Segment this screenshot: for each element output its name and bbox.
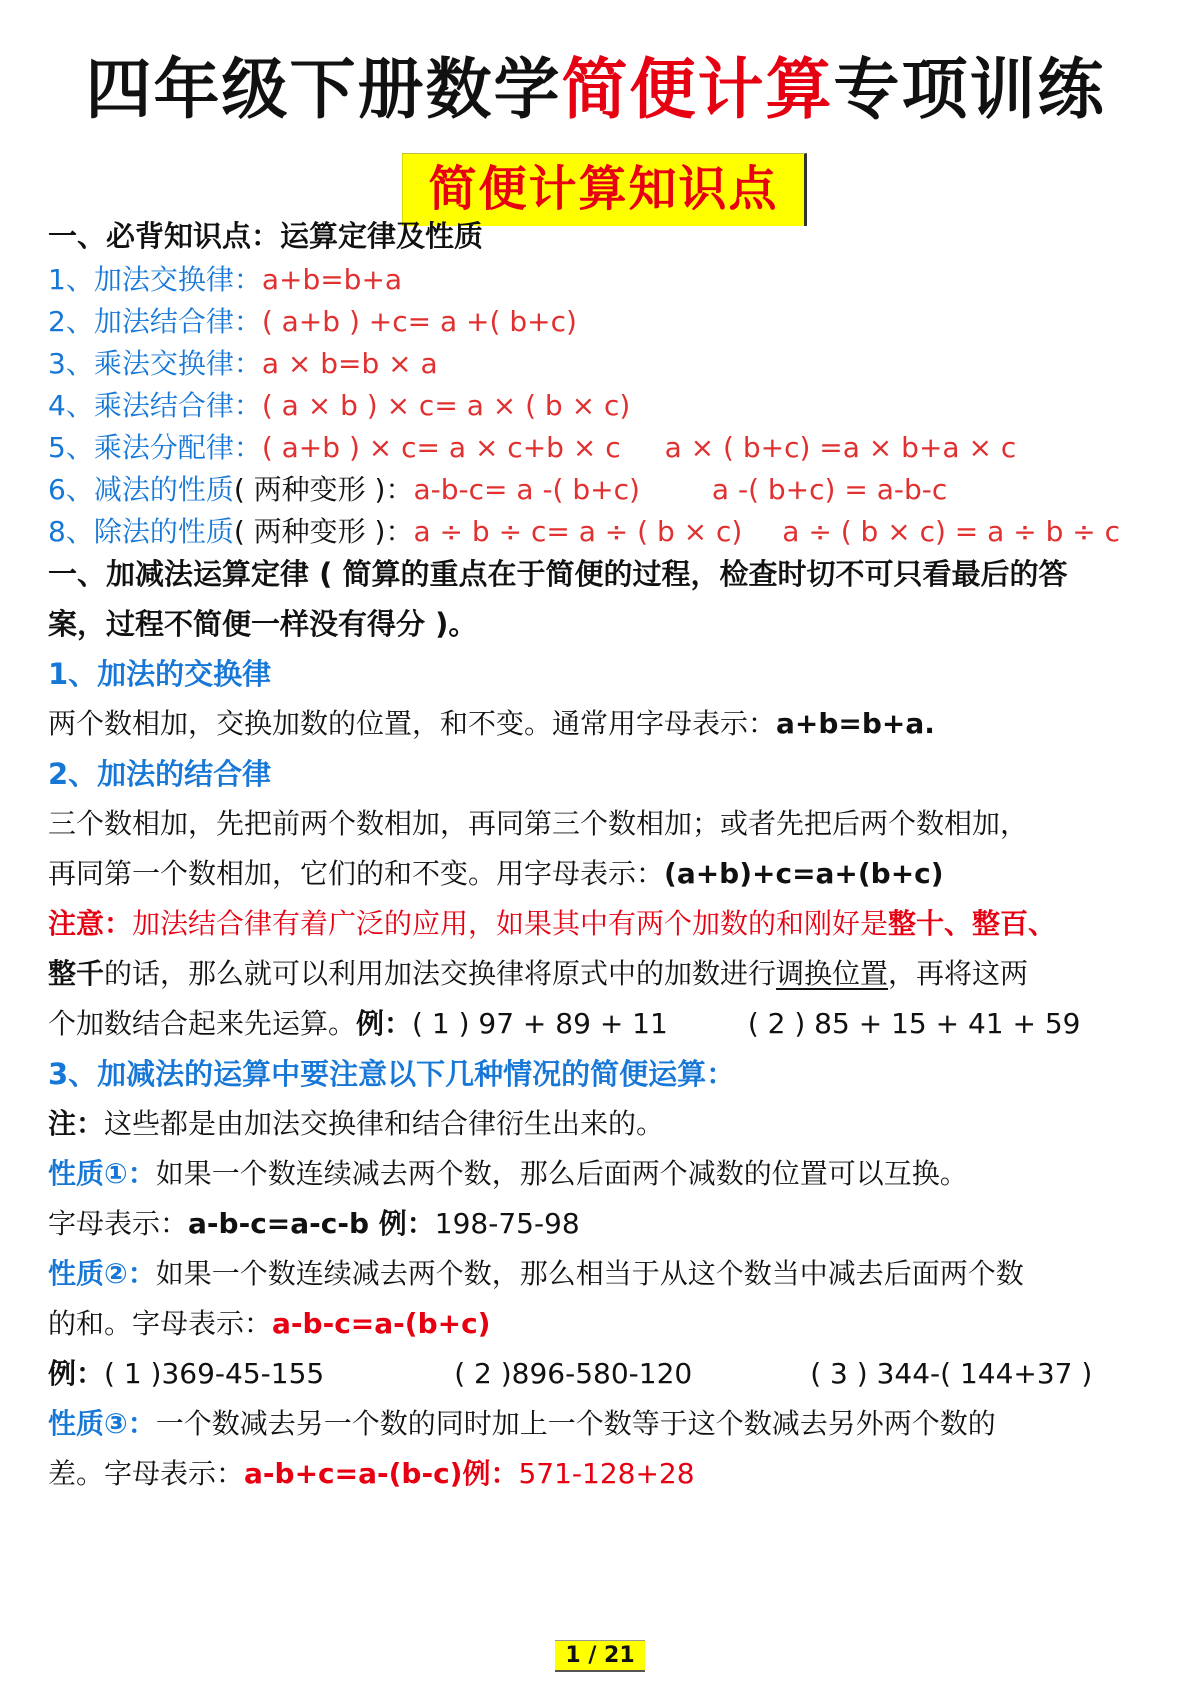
example-1: ( 1 ) 97 + 89 + 11 (412, 1007, 668, 1040)
law-label: 5、乘法分配律： (48, 431, 262, 464)
property2-label: 性质②： (48, 1257, 156, 1290)
section1-heading: 一、必背知识点：运算定律及性质 (48, 219, 484, 253)
property2-text: 如果一个数连续减去两个数，那么相当于从这个数当中减去后面两个数 (155, 1257, 1024, 1290)
sub1-title: 1、加法的交换律 (48, 657, 272, 691)
property3-text: 一个数减去另一个数的同时加上一个数等于这个数减去另外两个数的 (155, 1407, 996, 1440)
notice-text: 个加数结合起来先运算。 (48, 1007, 357, 1040)
law-note: ( 两种变形 )： (233, 515, 414, 548)
note-text: 这些都是由加法交换律和结合律衍生出来的。 (104, 1107, 665, 1140)
property1-label: 性质①： (48, 1157, 156, 1190)
section2-heading-line2: 案，过程不简便一样没有得分 )。 (48, 607, 478, 641)
title-suffix: 专项训练 (833, 50, 1106, 128)
sub1-text (48, 704, 935, 744)
sub2-text-line2 (48, 854, 944, 894)
notice-line1 (48, 904, 1056, 944)
notice-text: ，再将这两 (888, 957, 1029, 990)
property2-formula: a-b-c=a-(b+c) (272, 1307, 491, 1340)
law-formula: ( a+b ) +c= a +( b+c) (261, 305, 577, 338)
notice-text: 加法结合律有着广泛的应用，如果其中有两个加数的和刚好是 (132, 907, 889, 940)
law-formula-alt: a -( b+c) = a-b-c (711, 473, 948, 506)
sub1-formula: a+b=b+a. (776, 707, 935, 740)
law-formula-alt: a ÷ ( b × c) = a ÷ b ÷ c (782, 515, 1121, 548)
notice-underlined: 调换位置 (776, 957, 889, 990)
property1-line2 (48, 1204, 580, 1244)
law-item (48, 470, 947, 510)
property3-example: 571-128+28 (518, 1457, 695, 1490)
law-item (48, 386, 630, 426)
law-item (48, 302, 577, 342)
notice-emphasis: 整十、整百、 (888, 907, 1057, 940)
example-label: 例： (356, 1007, 413, 1040)
property3-text: 差。字母表示： (48, 1457, 245, 1490)
note-label: 注： (48, 1107, 105, 1140)
property3-label: 性质③： (48, 1407, 156, 1440)
law-note: ( 两种变形 )： (233, 473, 414, 506)
title-prefix: 四年级下册数学 (85, 50, 562, 128)
law-item (48, 344, 438, 384)
example-2: ( 2 ) 85 + 15 + 41 + 59 (747, 1007, 1081, 1040)
property2-examples (48, 1354, 1092, 1394)
notice-line3 (48, 1004, 1080, 1044)
property2-line2 (48, 1304, 490, 1344)
formula-prefix: 字母表示： (48, 1207, 189, 1240)
document-title (0, 44, 1191, 134)
example-2: ( 2 )896-580-120 (454, 1357, 693, 1390)
notice-text: 的话，那么就可以利用加法交换律将原式中的加数进行 (104, 957, 777, 990)
law-item (48, 260, 402, 300)
section2-heading-line1: 一、加减法运算定律 ( 简算的重点在于简便的过程，检查时切不可只看最后的答 (48, 557, 1068, 591)
sub3-title: 3、加减法的运算中要注意以下几种情况的简便运算： (48, 1057, 736, 1091)
example-label: 例： (369, 1207, 435, 1240)
property3-line2 (48, 1454, 695, 1494)
property3-line1 (48, 1404, 996, 1444)
property1-text: 如果一个数连续减去两个数，那么后面两个减数的位置可以互换。 (155, 1157, 968, 1190)
law-formula: a × b=b × a (261, 347, 438, 380)
property2-line1 (48, 1254, 1024, 1294)
example-label: 例： (462, 1457, 519, 1490)
sub2-formula: (a+b)+c=a+(b+c) (664, 857, 944, 890)
notice-label: 注意： (48, 907, 133, 940)
section-banner: 简便计算知识点 (402, 153, 807, 226)
law-formula: a+b=b+a (261, 263, 403, 296)
law-label: 2、加法结合律： (48, 305, 262, 338)
title-highlight: 简便计算 (561, 50, 834, 128)
sub3-note (48, 1104, 664, 1144)
example-3: ( 3 ) 344-( 144+37 ) (810, 1357, 1093, 1390)
sub2-title: 2、加法的结合律 (48, 757, 272, 791)
property2-text: 的和。字母表示： (48, 1307, 273, 1340)
notice-emphasis: 整千 (48, 957, 105, 990)
law-label: 3、乘法交换律： (48, 347, 262, 380)
page-number-badge: 1 / 21 (555, 1640, 645, 1672)
law-formula: ( a × b ) × c= a × ( b × c) (261, 389, 631, 422)
notice-line2 (48, 954, 1028, 994)
property1-example: 198-75-98 (434, 1207, 580, 1240)
law-formula: ( a+b ) × c= a × c+b × c (261, 431, 621, 464)
example-label: 例： (48, 1357, 105, 1390)
property3-formula: a-b+c=a-(b-c) (244, 1457, 463, 1490)
property1-formula: a-b-c=a-c-b (188, 1207, 370, 1240)
sub2-description: 再同第一个数相加，它们的和不变。用字母表示： (48, 857, 665, 890)
law-label: 4、乘法结合律： (48, 389, 262, 422)
sub2-text-line1: 三个数相加，先把前两个数相加，再同第三个数相加；或者先把后两个数相加， (48, 807, 1029, 840)
law-formula: a ÷ b ÷ c= a ÷ ( b × c) (413, 515, 743, 548)
law-formula-alt: a × ( b+c) =a × b+a × c (664, 431, 1017, 464)
sub1-description: 两个数相加，交换加数的位置，和不变。通常用字母表示： (48, 707, 777, 740)
law-formula: a-b-c= a -( b+c) (413, 473, 640, 506)
law-item (48, 512, 1120, 552)
example-1: ( 1 )369-45-155 (104, 1357, 325, 1390)
law-item (48, 428, 1016, 468)
law-label: 8、除法的性质 (48, 515, 234, 548)
property1-line1 (48, 1154, 968, 1194)
law-label: 6、减法的性质 (48, 473, 234, 506)
law-label: 1、加法交换律： (48, 263, 262, 296)
